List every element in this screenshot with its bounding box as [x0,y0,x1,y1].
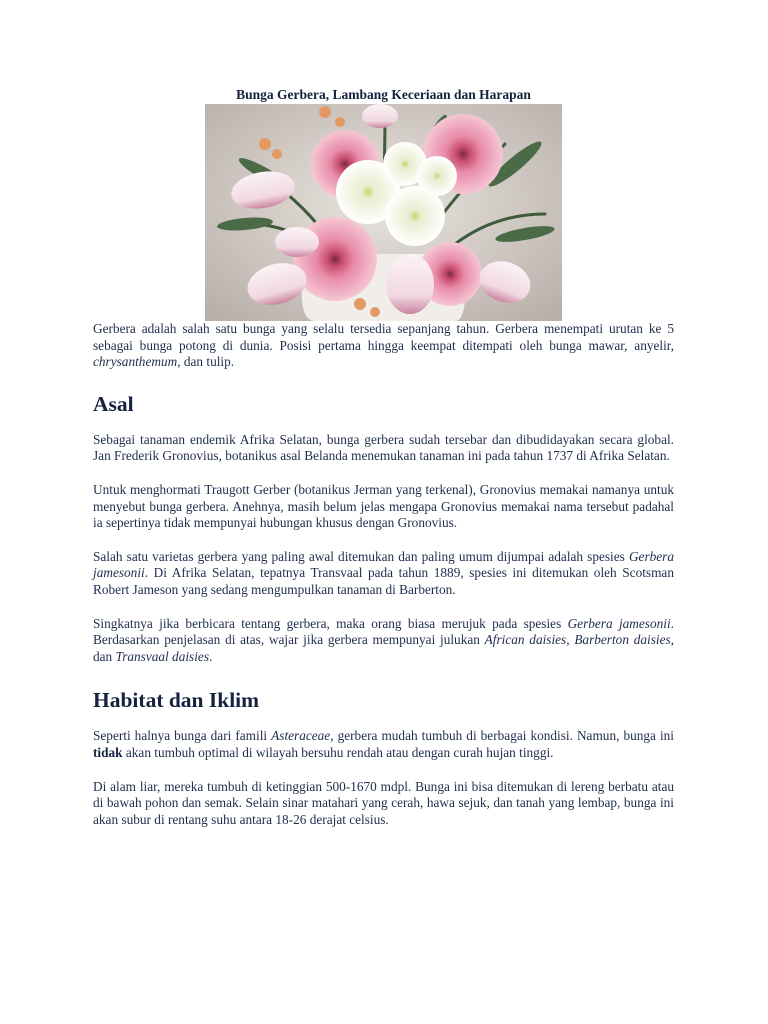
section-heading-habitat: Habitat dan Iklim [93,688,260,713]
text-span: Salah satu varietas gerbera yang paling awal ditemukan dan paling umum dijumpai adalah spesies [93,548,629,564]
document-title: Bunga Gerbera, Lambang Keceriaan dan Harapan [236,87,531,102]
text-span: . [209,648,213,664]
text-span: . Di Afrika Selatan, tepatnya Transvaal pada tahun 1889, spesies ini ditemukan oleh Scotsman Robert Jameson yang sedang mengumpulkan tanaman di Barberton. [93,565,674,597]
intro-paragraph [93,321,674,371]
text-span: , [566,632,575,648]
italic-term: chrysanthemum [93,354,178,370]
asal-paragraph-2: Untuk menghormati Traugott Gerber (botanikus Jerman yang terkenal), Gronovius memakai namanya untuk menyebut bunga gerbera. Anehnya, masih belum jelas mengapa Gronovius memakai nama tersebut padahal ia sepertinya tidak mempunyai hubungan khusus dengan Gronovius. [93,481,674,531]
text-span: Seperti halnya bunga dari famili [93,728,272,744]
italic-term: Transvaal daisies [115,648,209,664]
text-span: akan tumbuh optimal di wilayah bersuhu rendah atau dengan curah hujan tinggi. [122,744,554,760]
habitat-paragraph-1 [93,728,674,761]
section-heading-asal: Asal [93,391,134,416]
gerbera-bouquet-photo [205,104,562,321]
text-span: , gerbera mudah tumbuh di berbagai kondisi. Namun, bunga ini [330,728,674,744]
text-span: Singkatnya jika berbicara tentang gerbera, maka orang biasa merujuk pada spesies [93,615,568,631]
text-span: , dan [93,632,674,664]
text-span: , dan tulip. [177,354,235,370]
italic-term: Asteraceae [271,728,331,744]
asal-paragraph-1: Sebagai tanaman endemik Afrika Selatan, bunga gerbera sudah tersebar dan dibudidayakan secara global. Jan Frederik Gronovius, botanikus asal Belanda menemukan tanaman ini pada tahun 1737 di Afrika Selatan. [93,431,674,464]
italic-term: African daisies [484,632,567,648]
asal-paragraph-3 [93,549,674,599]
figure [93,104,674,321]
document-page [93,86,674,828]
italic-term: Gerbera jamesonii [567,615,671,631]
habitat-paragraph-2: Di alam liar, mereka tumbuh di ketinggian 500-1670 mdpl. Bunga ini bisa ditemukan di lereng berbatu atau di bawah pohon dan semak. Selain sinar matahari yang cerah, hawa sejuk, dan tanah yang lembap, bunga ini akan subur di rentang suhu antara 18-26 derajat celsius. [93,778,674,827]
text-span: Gerbera adalah salah satu bunga yang selalu tersedia sepanjang tahun. Gerbera menempati urutan ke 5 sebagai bunga potong di dunia. Posisi pertama hingga keempat ditempati oleh bunga mawar, anyelir, [93,321,674,353]
italic-term: Gerbera jamesonii [93,548,674,581]
italic-term: Barberton daisies [574,632,671,648]
asal-paragraph-4 [93,616,674,666]
bold-term: tidak [93,744,123,760]
text-span: . Berdasarkan penjelasan di atas, wajar jika gerbera mempunyai julukan [93,615,674,648]
